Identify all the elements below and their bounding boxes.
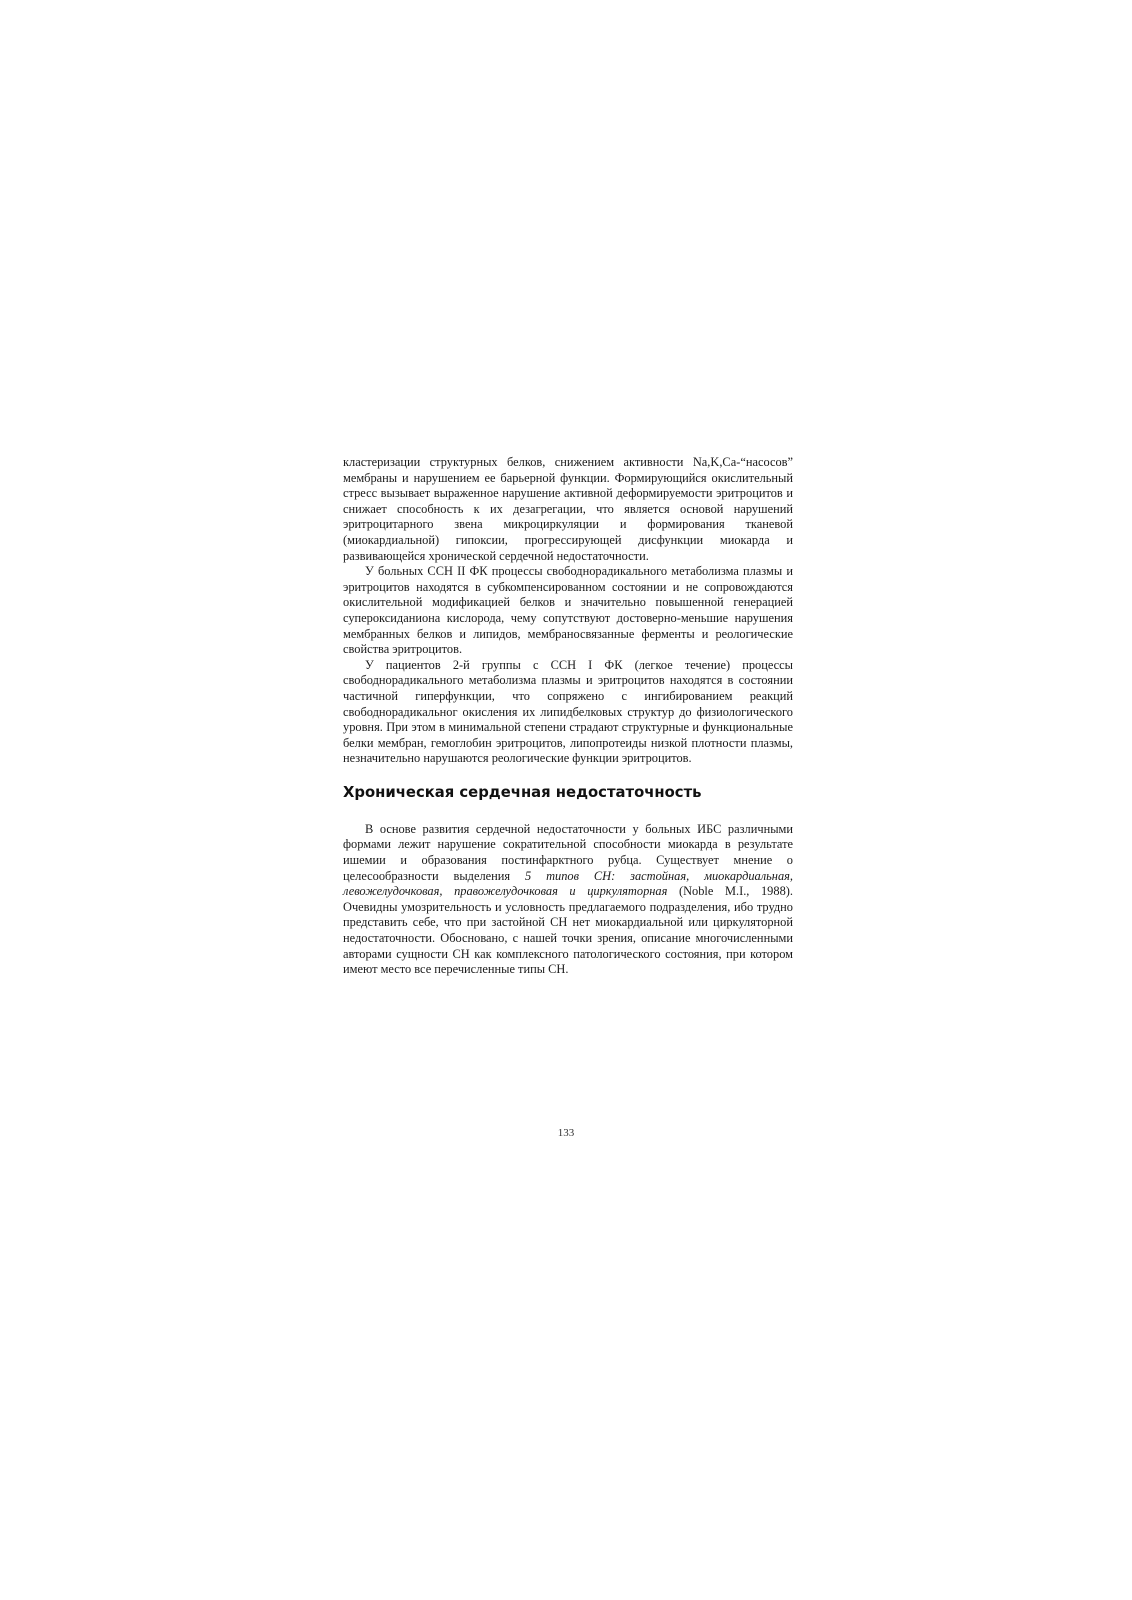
page-text-block: [343, 455, 793, 978]
page-number: 133: [557, 1127, 575, 1139]
paragraph-2: У больных ССН II ФК процессы свободнорадикального метаболизма плазмы и эритроцитов находятся в субкомпенсированном состоянии и не сопровождаются окислительной модификацией белков и значительно повышенной генерацией супероксиданиона кислорода, чему сопутствуют достоверно-меньшие нарушения мембранных белков и липидов, мембраносвязанные ферменты и реологические свойства эритроцитов.: [343, 564, 793, 657]
paragraph-4-italic: 5 типов СН: застойная, миокардиальная, левожелудочковая, правожелудочковая и циркуляторная: [343, 868, 793, 899]
paragraph-1: кластеризации структурных белков, снижением активности Na,K,Ca-“насосов” мембраны и нарушением ее барьерной функции. Формирующийся окислительный стресс вызывает выраженное нарушение активной деформируемости эритроцитов и снижает способность к их дезагрегации, что является основой нарушений эритроцитарного звена микроциркуляции и формирования тканевой (миокардиальной) гипоксии, прогрессирующей дисфункции миокарда и развивающейся хронической сердечной недостаточности.: [343, 455, 793, 563]
paragraph-4: [343, 822, 793, 978]
paragraph-4-text-b: (Noble M.I., 1988). Очевидны умозрительность и условность предлагаемого подразделения, ибо трудно представить себе, что при застойной СН нет миокардиальной или циркуляторной недостаточности. Обосновано, с нашей точки зрения, описание многочисленными авторами сущности СН как комплексного патологического состояния, при котором имеют место все перечисленные типы СН.: [343, 884, 793, 977]
paragraph-3: У пациентов 2-й группы с ССН I ФК (легкое течение) процессы свободнорадикального метаболизма плазмы и эритроцитов находятся в состоянии частичной гиперфункции, что сопряжено с ингибированием реакций свободнорадикальног окисления их липидбелковых структур до физиологического уровня. При этом в минимальной степени страдают структурные и функциональные белки мембран, гемоглобин эритроцитов, липопротеиды низкой плотности плазмы, незначительно нарушаются реологические функции эритроцитов.: [343, 657, 793, 766]
section-heading: Хроническая сердечная недостаточность: [343, 783, 702, 801]
paragraph-4-text-a: В основе развития сердечной недостаточности у больных ИБС различными формами лежит нарушение сократительной способности миокарда в результате ишемии и образования постинфарктного рубца. Существует мнение о целесообразности выделения: [343, 821, 793, 883]
